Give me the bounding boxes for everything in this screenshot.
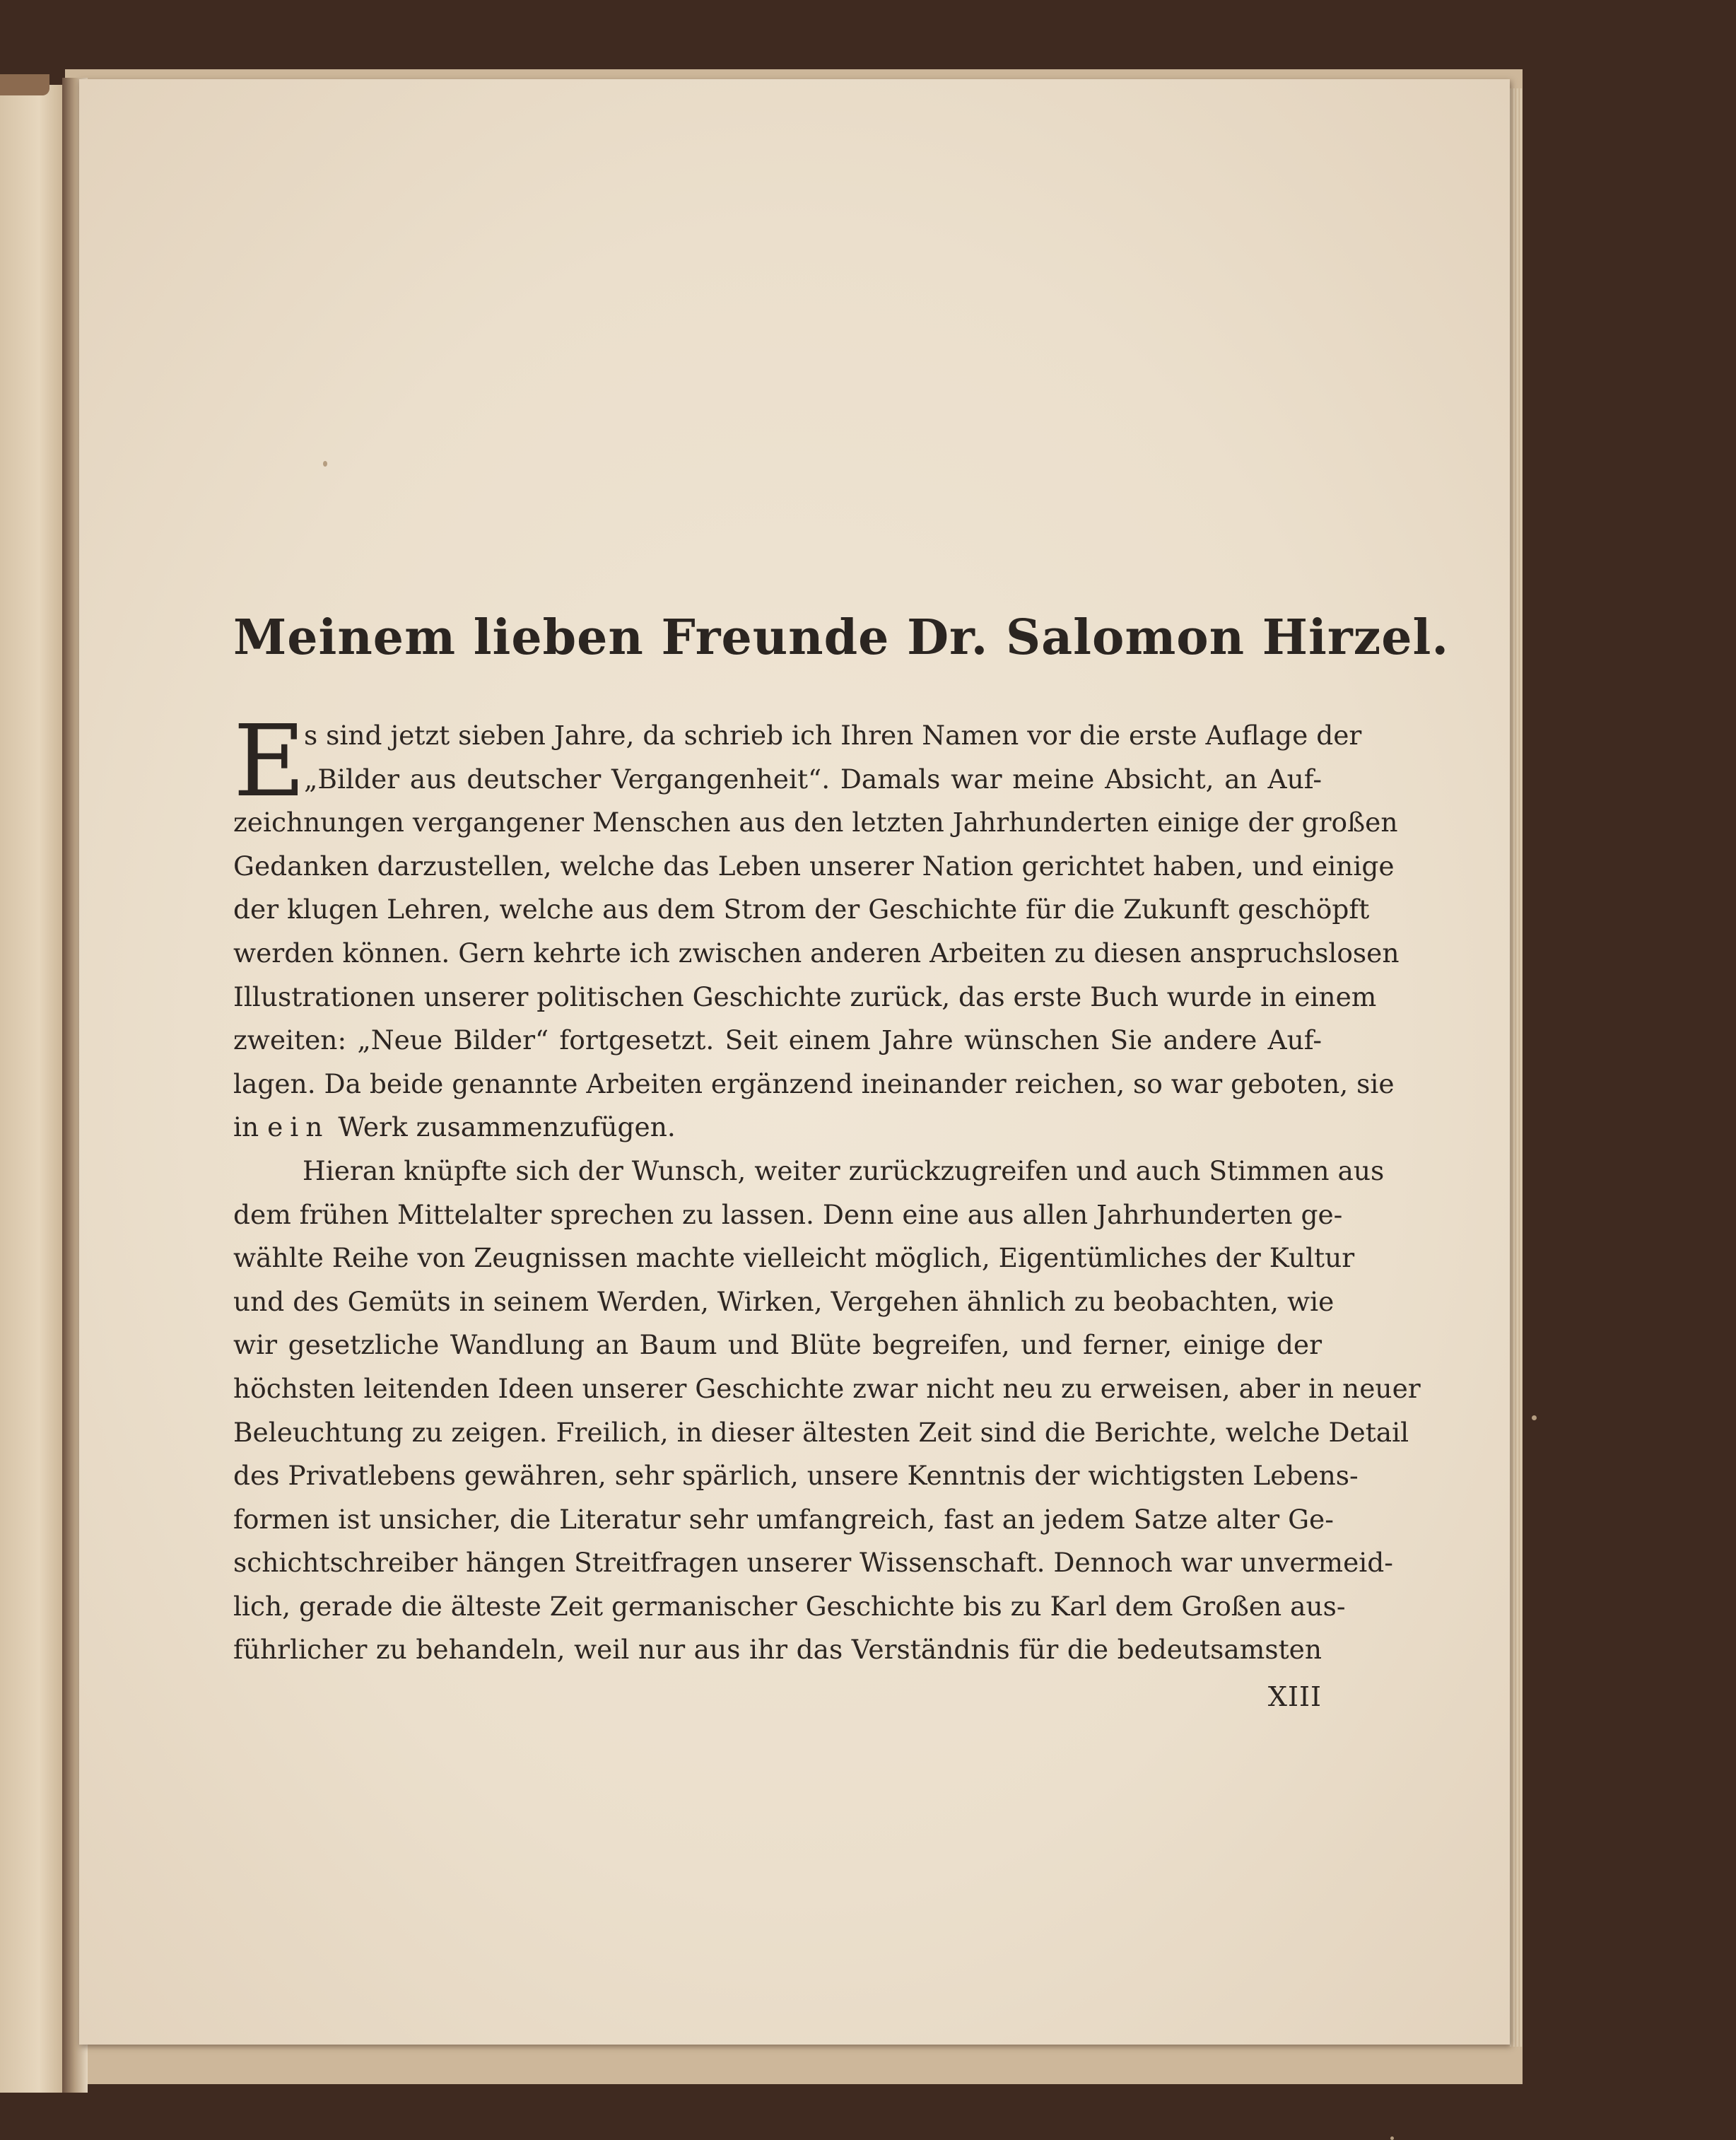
page-number: XIII <box>1267 1681 1322 1712</box>
text-line: höchsten leitenden Ideen unserer Geschichte zwar nicht neu zu erweisen, aber in neuer <box>233 1372 1421 1404</box>
worn-corner <box>0 74 49 95</box>
text-line: lagen. Da beide genannte Arbeiten ergänzend ineinander reichen, so war geboten, sie <box>233 1068 1395 1099</box>
text-line: und des Gemüts in seinem Werden, Wirken, Vergehen ähnlich zu beobachten, wie <box>233 1285 1335 1317</box>
left-page-edge <box>0 85 65 2093</box>
paper-speck <box>323 461 327 467</box>
spaced-emphasis: ein <box>267 1111 330 1143</box>
text-line: werden können. Gern kehrte ich zwischen anderen Arbeiten zu diesen anspruchslosen <box>233 937 1400 969</box>
paragraph-1 <box>233 704 1400 1150</box>
text-line: wählte Reihe von Zeugnissen machte vielleicht möglich, Eigentümliches der Kultur <box>233 1242 1355 1274</box>
text-fragment: in <box>233 1111 268 1143</box>
text-line: dem frühen Mittelalter sprechen zu lassen. Denn eine aus allen Jahrhunderten ge- <box>233 1198 1343 1230</box>
text-line: Illustrationen unserer politischen Geschichte zurück, das erste Buch wurde in einem <box>233 981 1377 1012</box>
paper-speck <box>1532 1415 1537 1420</box>
dedication-text <box>233 704 1421 1672</box>
dedication-title: Meinem lieben Freunde Dr. Salomon Hirzel. <box>233 609 1450 666</box>
text-line: Hieran knüpfte sich der Wunsch, weiter zurückzugreifen und auch Stimmen aus <box>303 1154 1385 1186</box>
text-line <box>233 1106 1322 1150</box>
text-line: Beleuchtung zu zeigen. Freilich, in dieser ältesten Zeit sind die Berichte, welche Detail <box>233 1416 1409 1448</box>
text-line: Gedanken darzustellen, welche das Leben unserer Nation gerichtet haben, und einige <box>233 850 1395 882</box>
text-line: schichtschreiber hängen Streitfragen unserer Wissenschaft. Dennoch war unvermeid- <box>233 1547 1393 1579</box>
text-line: führlicher zu behandeln, weil nur aus ihr das Verständnis für die bedeutsamsten <box>233 1634 1322 1666</box>
page-stack-edge <box>1510 88 1523 2047</box>
text-line: formen ist unsicher, die Literatur sehr umfangreich, fast an jedem Satze alter Ge- <box>233 1503 1334 1535</box>
paper-speck <box>1390 2136 1394 2140</box>
text-line: zweiten: „Neue Bilder“ fortgesetzt. Seit einem Jahre wünschen Sie andere Auf- <box>233 1024 1322 1056</box>
paragraph-2 <box>233 1150 1421 1672</box>
text-line: der klugen Lehren, welche aus dem Strom der Geschichte für die Zukunft geschöpft <box>233 894 1370 925</box>
drop-cap: E <box>233 704 306 819</box>
text-line: s sind jetzt sieben Jahre, da schrieb ich Ihren Namen vor die erste Auflage der <box>304 720 1362 751</box>
text-line: zeichnungen vergangener Menschen aus den letzten Jahrhunderten einige der großen <box>233 807 1398 838</box>
text-line: wir gesetzliche Wandlung an Baum und Blüte begreifen, und ferner, einige der <box>233 1329 1322 1361</box>
text-line: „Bilder aus deutscher Vergangenheit“. Damals war meine Absicht, an Auf- <box>304 763 1322 795</box>
text-line: lich, gerade die älteste Zeit germanischer Geschichte bis zu Karl dem Großen aus- <box>233 1590 1346 1622</box>
text-line: des Privatlebens gewähren, sehr spärlich, unsere Kenntnis der wichtigsten Lebens- <box>233 1460 1359 1492</box>
text-fragment: Werk zusammenzufügen. <box>329 1111 676 1143</box>
